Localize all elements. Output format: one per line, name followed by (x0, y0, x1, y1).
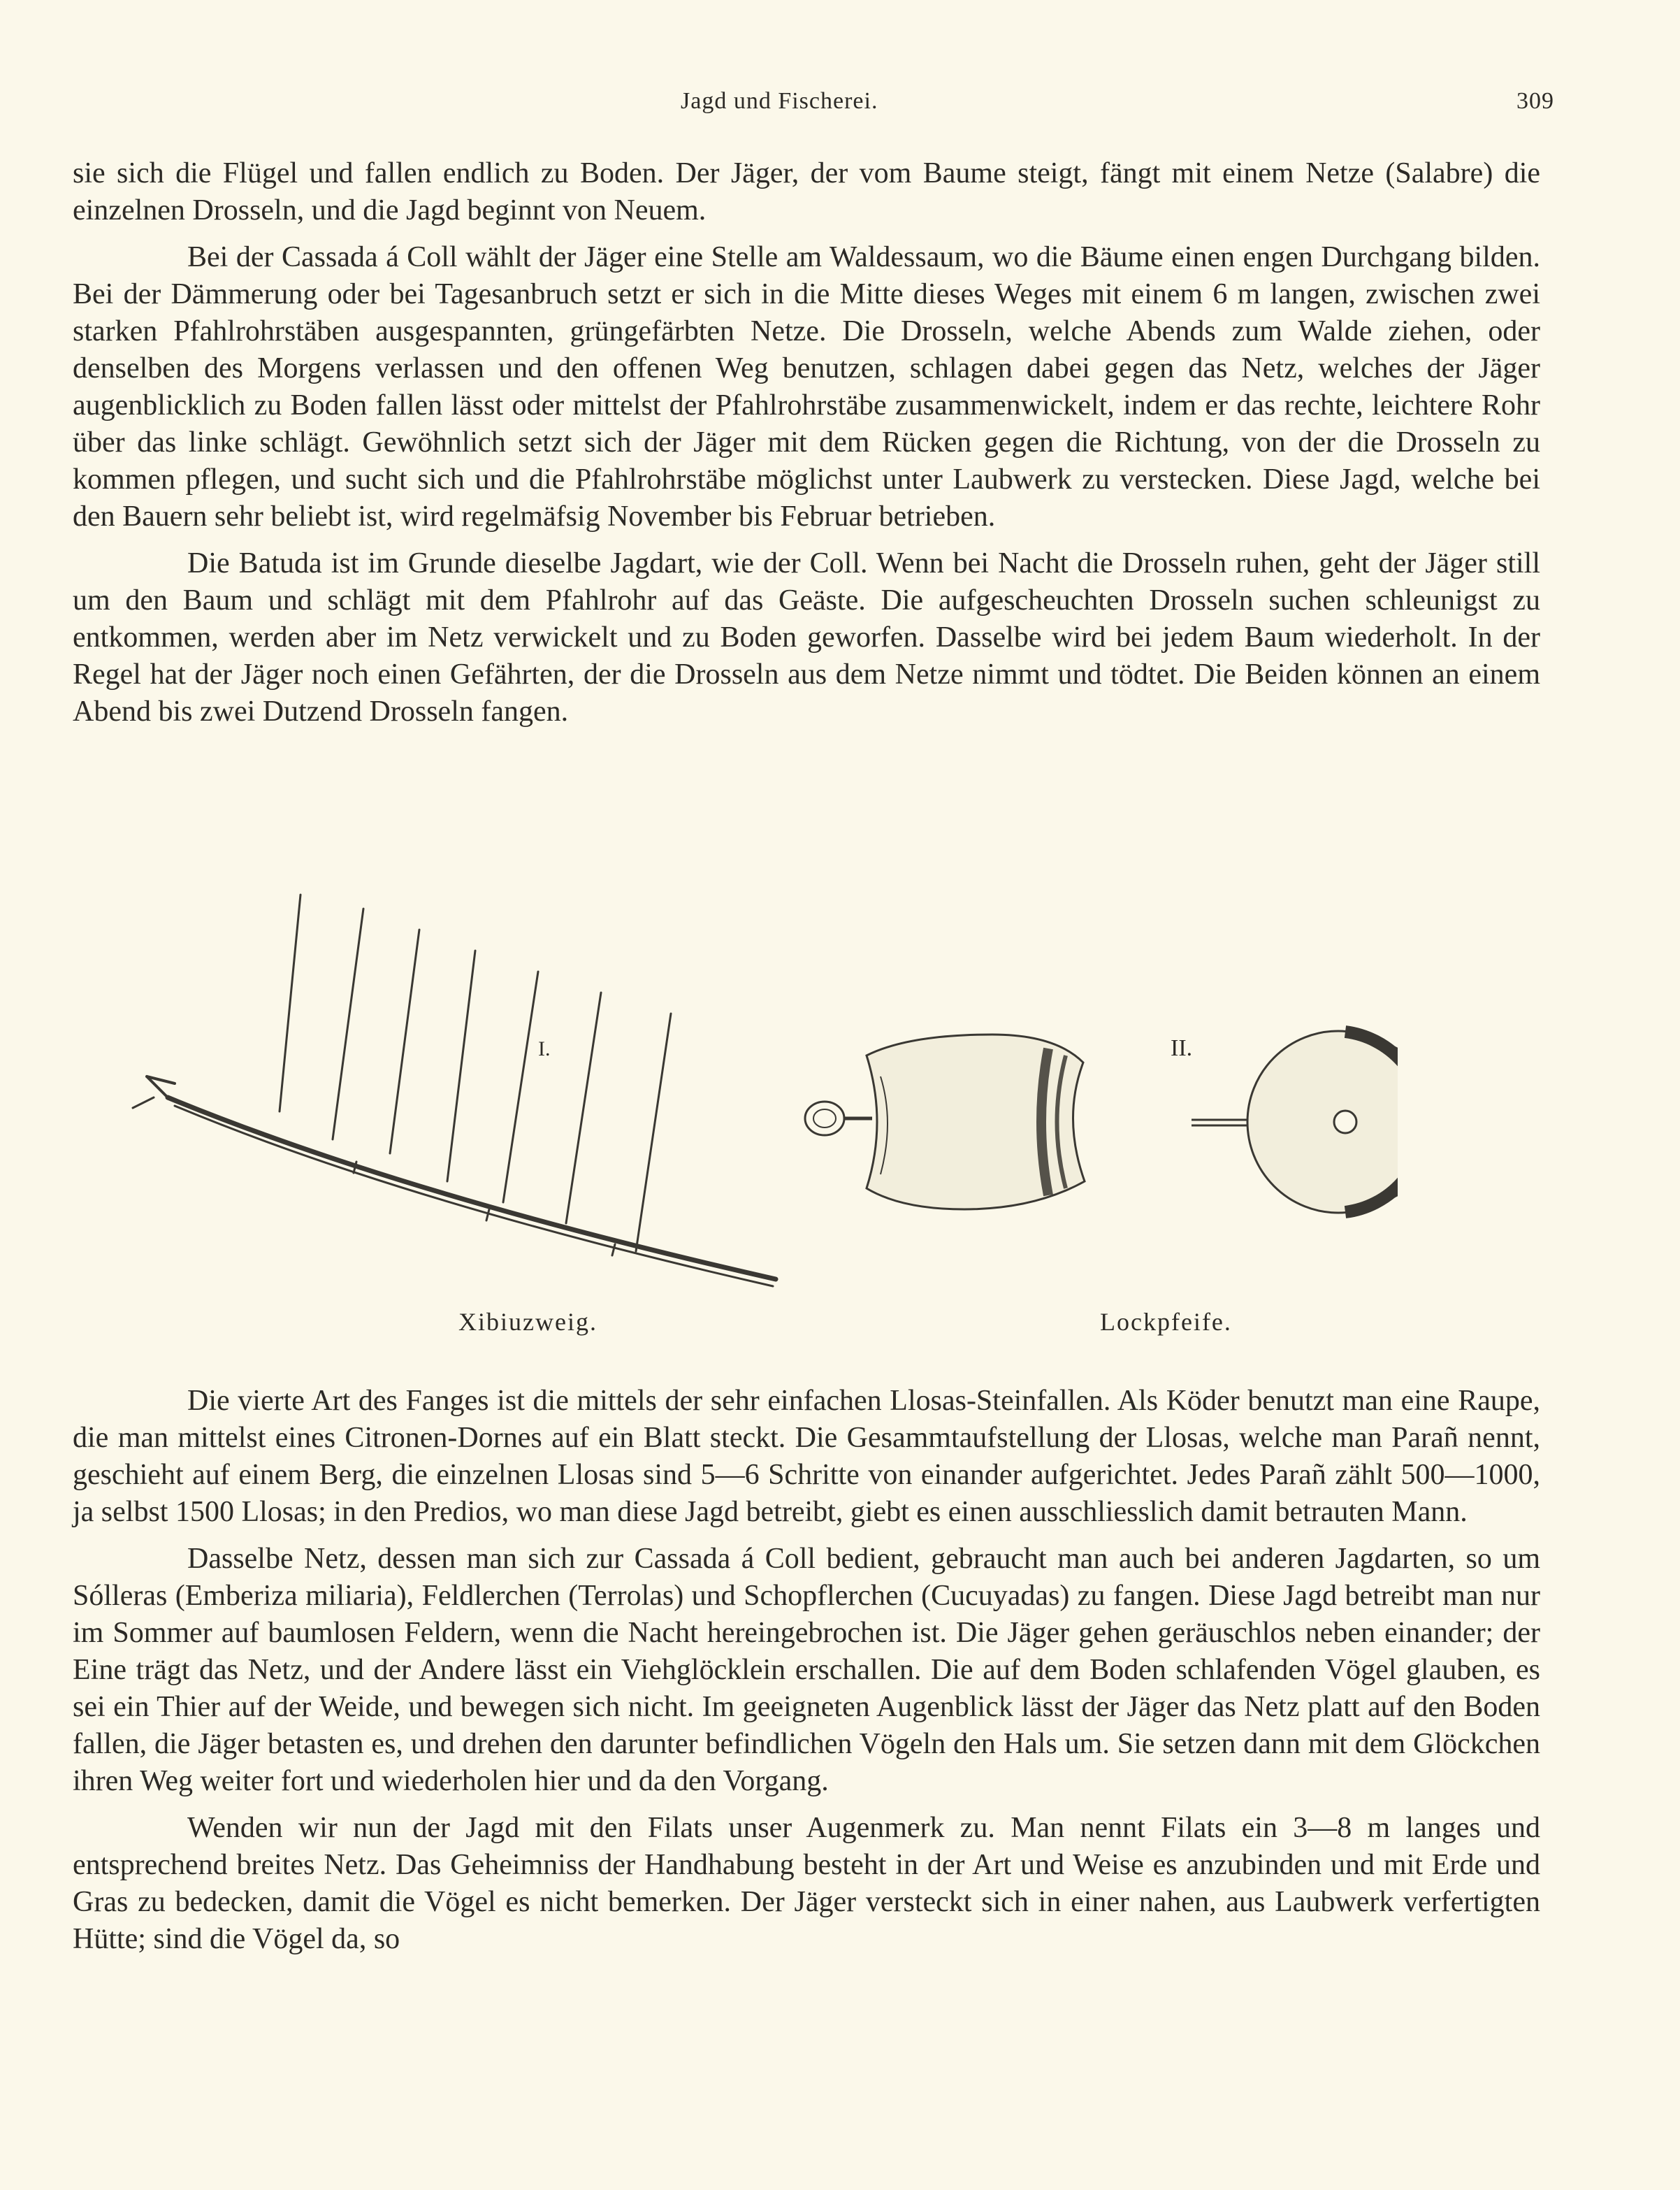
text-block-top (73, 155, 1540, 740)
figure-label-1: I. (538, 1037, 551, 1060)
illustration-figure (126, 888, 1398, 1307)
paragraph-2: Bei der Cassada á Coll wählt der Jäger eine Stelle am Waldessaum, wo die Bäume einen engen Durchgang bilden. Bei der Dämmerung oder bei Tagesanbruch setzt er sich in die Mitte dieses Weges mit einem 6 m langen, zwischen zwei starken Pfahlrohrstäben ausgespannten, grüngefärbten Netze. Die Drosseln, welche Abends zum Walde ziehen, oder denselben des Morgens verlassen und den offenen Weg benutzen, schlagen dabei gegen das Netz, welches der Jäger augenblicklich zu Boden fallen lässt oder mittelst der Pfahlrohrstäbe zusammenwickelt, indem er das rechte, leichtere Rohr über das linke schlägt. Gewöhnlich setzt sich der Jäger mit dem Rücken gegen die Richtung, von der die Drosseln zu kommen pflegen, und sucht sich und die Pfahlrohrstäbe möglichst unter Laubwerk zu verstecken. Diese Jagd, welche bei den Bauern sehr beliebt ist, wird regelmäfsig November bis Februar betrieben. (73, 241, 1540, 533)
lockpfeife-side-drawing (805, 1035, 1085, 1209)
figure-label-2: II. (1171, 1035, 1193, 1061)
running-title: Jagd und Fischerei. (681, 88, 878, 114)
paragraph-6: Wenden wir nun der Jagd mit den Filats unser Augenmerk zu. Man nennt Filats ein 3—8 m langes und entsprechend breites Netz. Das Geheimniss der Handhabung besteht in der Art und Weise es anzubinden und mit Erde und Gras zu bedecken, damit die Vögel es nicht bemerken. Der Jäger versteckt sich in einer nahen, aus Laubwerk verfertigten Hütte; sind die Vögel da, so (73, 1812, 1540, 1955)
running-header (0, 88, 1680, 119)
paragraph-5: Dasselbe Netz, dessen man sich zur Cassada á Coll bedient, gebraucht man auch bei anderen Jagdarten, so um Sólleras (Emberiza miliaria), Feldlerchen (Terrolas) und Schopflerchen (Cucuyadas) zu fangen. Diese Jagd betreibt man nur im Sommer auf baumlosen Feldern, wenn die Nacht hereingebrochen ist. Die Jäger gehen geräuschlos neben einander; der Eine trägt das Netz, und der Andere lässt ein Viehglöcklein erschallen. Die auf dem Boden schlafenden Vögel glauben, es sei ein Thier auf der Weide, und bewegen sich nicht. Im geeigneten Augenblick lässt der Jäger das Netz platt auf den Boden fallen, die Jäger betasten es, und drehen den darunter befindlichen Vögeln den Hals um. Sie setzen dann mit dem Glöckchen ihren Weg weiter fort und wiederholen hier und da den Vorgang. (73, 1543, 1540, 1797)
xibiuzweig-drawing (133, 895, 776, 1286)
caption-xibiuzweig: Xibiuzweig. (458, 1308, 598, 1336)
page-number: 309 (1516, 88, 1554, 114)
paragraph-1: sie sich die Flügel und fallen endlich zu Boden. Der Jäger, der vom Baume steigt, fängt mit einem Netze (Salabre) die einzelnen Drosseln, und die Jagd beginnt von Neuem. (73, 157, 1540, 226)
caption-lockpfeife: Lockpfeife. (1100, 1308, 1232, 1336)
paragraph-4: Die vierte Art des Fanges ist die mittels der sehr einfachen Llosas-Steinfallen. Als Köder benutzt man eine Raupe, die man mittelst eines Citronen-Dornes auf ein Blatt steckt. Die Gesammtaufstellung der Llosas, welche man Parañ nennt, geschieht auf einem Berg, die einzelnen Llosas sind 5—6 Schritte von einander aufgerichtet. Jedes Parañ zählt 500—1000, ja selbst 1500 Llosas; in den Predios, wo man diese Jagd betreibt, giebt es einen ausschliesslich damit betrauten Mann. (73, 1385, 1540, 1528)
lockpfeife-front-drawing (1171, 1031, 1398, 1213)
paragraph-3: Die Batuda ist im Grunde dieselbe Jagdart, wie der Coll. Wenn bei Nacht die Drosseln ruhen, geht der Jäger still um den Baum und schlägt mit dem Pfahlrohr auf das Geäste. Die aufgescheuchten Drosseln suchen schleunigst zu entkommen, werden aber im Netz verwickelt und zu Boden geworfen. Dasselbe wird bei jedem Baum wiederholt. In der Regel hat der Jäger noch einen Gefährten, der die Drosseln aus dem Netze nimmt und tödtet. Die Beiden können an einem Abend bis zwei Dutzend Drosseln fangen. (73, 547, 1540, 728)
text-block-bottom (73, 1383, 1540, 1968)
